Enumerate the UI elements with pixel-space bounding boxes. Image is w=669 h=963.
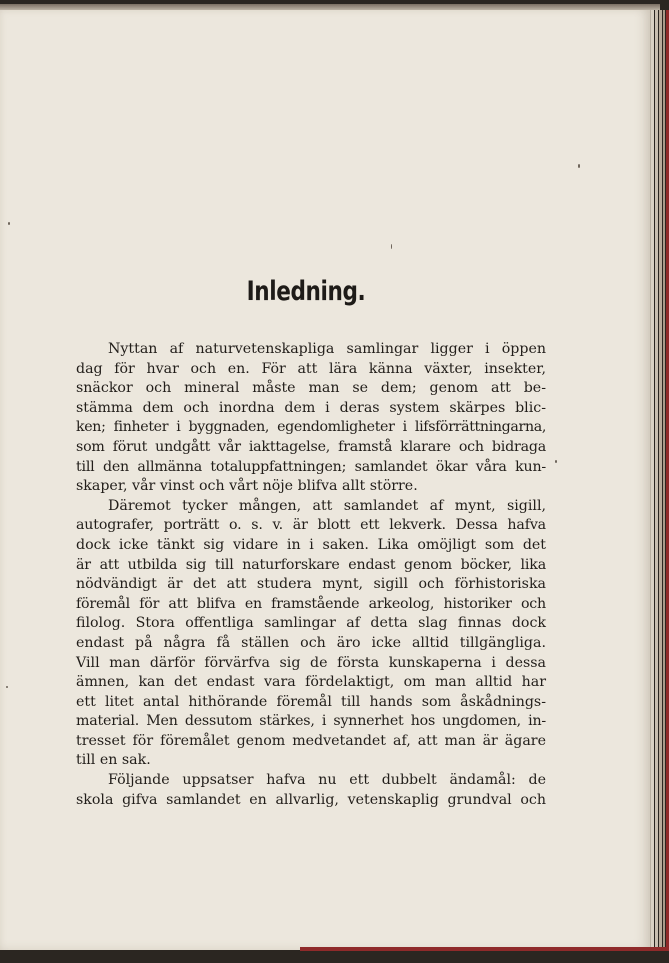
text-line: är att utbilda sig till naturforskare endast genom böcker, lika (76, 556, 546, 573)
text-line: föremål för att blifva en framstående arkeolog, historiker och (76, 595, 546, 612)
text-line: ett litet antal hithörande föremål till hands som åskådnings- (76, 693, 546, 710)
text-line: till den allmänna totaluppfattningen; samlandet ökar våra kun- (76, 458, 546, 475)
text-line: ämnen, kan det endast vara fördelaktigt, om man alltid har (76, 674, 546, 691)
text-line: skaper, vår vinst och vårt nöje blifva allt större. (76, 478, 418, 495)
text-line: ken; finheter i byggnaden, egendomligheter i lifsförrättningarna, (76, 419, 546, 436)
paper-speck (578, 164, 580, 168)
text-line: nödvändigt är det att studera mynt, sigill och förhistoriska (76, 576, 546, 593)
text-line: Följande uppsatser hafva nu ett dubbelt ändamål: de (108, 772, 546, 789)
text-line: Vill man därför förvärfva sig de första kunskaperna i dessa (76, 654, 546, 671)
chapter-title: Inledning. (246, 276, 366, 307)
text-line: snäckor och mineral måste man se dem; genom att be- (76, 380, 546, 397)
text-line: till en sak. (76, 752, 151, 769)
text-line: som förut undgått vår iakttagelse, framstå klarare och bidraga (76, 438, 546, 455)
book-cover-bottom-edge (300, 947, 669, 951)
text-line: Nyttan af naturvetenskapliga samlingar ligger i öppen (108, 341, 546, 357)
text-line: endast på några få ställen och äro icke alltid tillgängliga. (76, 634, 546, 651)
paper-speck (6, 686, 8, 688)
text-line: dag för hvar och en. För att lära känna växter, insekter, (76, 360, 546, 377)
text-line: Däremot tycker mången, att samlandet af mynt, sigill, (108, 497, 546, 514)
text-line: skola gifva samlandet en allvarlig, vetenskaplig grundval och (76, 791, 546, 808)
text-line: filolog. Stora offentliga samlingar af detta slag finnas dock (76, 615, 546, 632)
scan-background (0, 950, 669, 963)
text-line: autografer, porträtt o. s. v. är blott ett lekverk. Dessa hafva (76, 517, 546, 534)
paper-speck (391, 244, 392, 249)
body-text (76, 340, 546, 810)
page-top-edge (0, 4, 660, 10)
text-line: material. Men dessutom stärkes, i synnerhet hos ungdomen, in- (76, 713, 546, 730)
paper-sheet (0, 4, 651, 951)
page-edge-stack (663, 10, 665, 950)
page-edge-stack (651, 10, 654, 950)
page-edge-stack (655, 10, 658, 950)
text-line: dock icke tänkt sig vidare in i saken. Lika omöjligt som det (76, 536, 546, 553)
paper-speck (8, 222, 10, 225)
text-line: tresset för föremålet genom medvetandet af, att man är ägare (76, 732, 546, 749)
text-line: stämma dem och inordna dem i deras system skärpes blic- (76, 399, 546, 416)
paper-speck (555, 460, 557, 463)
page-edge-stack (659, 10, 662, 950)
